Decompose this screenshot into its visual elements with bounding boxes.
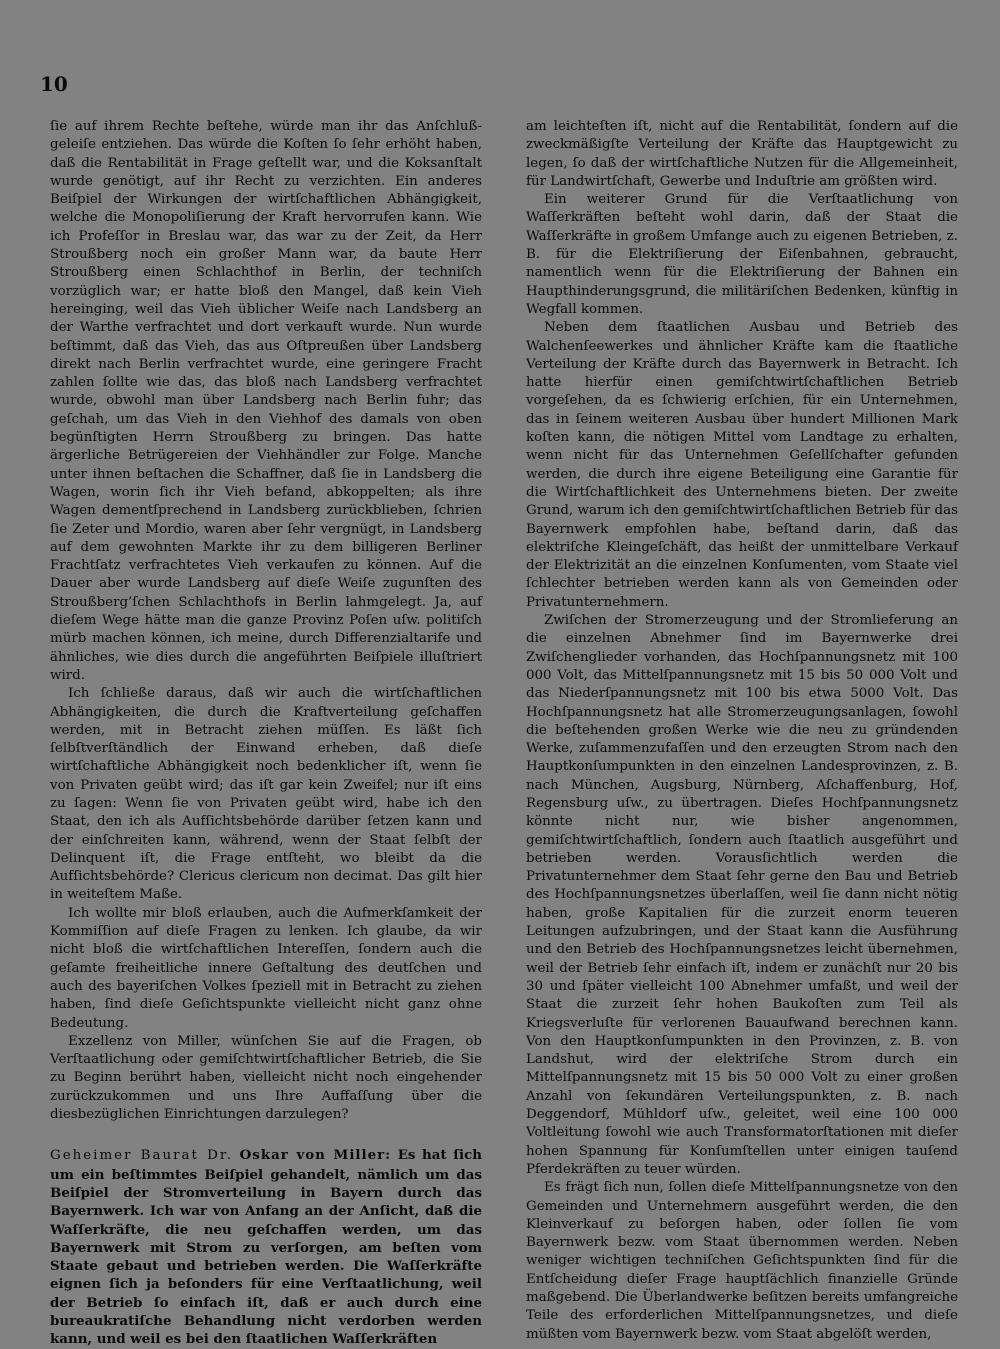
- paragraph: Ich wollte mir bloß erlauben, auch die Aufmerkſamkeit der Kommiſſion auf dieſe Fragen zu lenken. Ich glaube, da wir nicht bloß die wirtſchaftlichen Intereſſen, ſondern auch die geſamte freiheitliche innere Geſtaltung des deutſchen und auch des bayeriſchen Volkes ſpeziell mit in Betracht zu ziehen haben, ſind dieſe Geſichtspunkte vielleicht nicht ganz ohne Bedeutung.: [50, 905, 482, 1031]
- paragraph: ſie auf ihrem Rechte beſtehe, würde man ihr das Anſchluß-geleiſe entziehen. Das würde die Koſten ſo ſehr erhöht haben, daß die Rentabilität in Frage geſtellt war, und die Koksanſtalt wurde genötigt, auf ihr Recht zu verzichten. Ein anderes Beiſpiel der Wirkungen der wirtſchaftlichen Abhängigkeit, welche die Monopoliſierung der Kraft hervorrufen kann. Wie ich Profeſſor in Breslau war, das war zu der Zeit, da Herr Stroußberg noch ein großer Mann war, da baute Herr Stroußberg einen Schlachthof in Berlin, der techniſch vorzüglich war; er hatte bloß den Mangel, daß kein Vieh hereinging, weil das Vieh üblicher Weiſe nach Landsberg an der Warthe verfrachtet und dort verkauft wurde. Nun wurde beſtimmt, daß das Vieh, das aus Oſtpreußen über Landsberg direkt nach Berlin verfrachtet wurde, eine geringere Fracht zahlen ſollte wie das, das bloß nach Landsberg verfrachtet wurde, obwohl man über Landsberg nach Berlin fuhr; das geſchah, um das Vieh in den Viehhof des damals von oben begünſtigten Herrn Stroußberg zu bringen. Das hatte ärgerliche Betrügereien der Viehhändler zur Folge. Manche unter ihnen beſtachen die Schaffner, daß ſie in Landsberg die Wagen, worin ſich ihr Vieh befand, abkoppelten; als ihre Wagen dementſprechend in Landsberg zurückblieben, ſchrien ſie Zeter und Mordio, waren aber ſehr vergnügt, in Landsberg auf dem gewohnten Markte ihr zu dem billigeren Berliner Frachtſatz verfrachtetes Vieh verkaufen zu können. Auf die Dauer aber wurde Landsberg auf dieſe Weiſe zugunſten des Stroußberg’ſchen Schlachthofs in Berlin lahmgelegt. Ja, auf dieſem Wege hätte man die ganze Provinz Poſen uſw. politiſch mürb machen können, ich meine, durch Differenzialtarife und ähnliches, wie dies durch die angeführten Beiſpiele illuſtriert wird.: [50, 119, 482, 683]
- paragraph: Neben dem ſtaatlichen Ausbau und Betrieb des Walchenſeewerkes und ähnlicher Kräfte kam die ſtaatliche Verteilung der Kräfte durch das Bayernwerk in Betracht. Ich hatte hierfür einen gemiſchtwirtſchaftlichen Betrieb vorgeſehen, da es ſchwierig erſchien, für ein Unternehmen, das in ſeinem weiteren Ausbau über hundert Millionen Mark koſten kann, die nötigen Mittel vom Landtage zu erhalten, wenn nicht für das Unternehmen Geſellſchafter gefunden werden, die durch ihre eigene Beteiligung eine Garantie für die Wirtſchaftlichkeit des Unternehmens bieten. Der zweite Grund, warum ich den gemiſchtwirtſchaftlichen Betrieb für das Bayernwerk empfohlen habe, beſtand darin, daß das elektriſche Kleingeſchäft, das heißt der unmittelbare Verkauf der Elektrizität an die einzelnen Konſumenten, vom Staate viel ſchlechter betrieben werden kann als von Gemeinden oder Privatunternehmern.: [526, 320, 958, 610]
- right-column: [526, 118, 958, 1344]
- paragraph: Ich ſchließe daraus, daß wir auch die wirtſchaftlichen Abhängigkeiten, die durch die Kraftverteilung geſchaffen werden, mit in Betracht ziehen müſſen. Es läßt ſich ſelbſtverſtändlich der Einwand erheben, daß dieſe wirtſchaftliche Abhängigkeit noch bedenklicher iſt, wenn ſie von Privaten geübt wird; das iſt gar kein Zweifel; nur iſt eins zu ſagen: Wenn ſie von Privaten geübt wird, habe ich den Staat, den ich als Aufſichtsbehörde darüber ſetzen kann und der einſchreiten kann, während, wenn der Staat ſelbſt der Delinquent iſt, die Frage entſteht, wo bleibt da die Aufſichtsbehörde? Clericus clericum non decimat. Das gilt hier in weiteſtem Maße.: [50, 686, 482, 903]
- paragraph: am leichteſten iſt, nicht auf die Rentabilität, ſondern auf die zweckmäßigſte Verteilung der Kräfte das Hauptgewicht zu legen, ſo daß der wirtſchaftliche Nutzen für die Allgemeinheit, für Landwirtſchaft, Gewerbe und Induſtrie am größten wird.: [526, 119, 958, 189]
- speech-paragraph: [50, 1146, 482, 1348]
- paragraph: Zwiſchen der Stromerzeugung und der Stromlieferung an die einzelnen Abnehmer ſind im Bayernwerke drei Zwiſchenglieder vorhanden, das Hochſpannungsnetz mit 100 000 Volt, das Mittelſpannungsnetz mit 15 bis 50 000 Volt und das Niederſpannungsnetz mit 100 bis etwa 5000 Volt. Das Hochſpannungsnetz hat alle Stromerzeugungsanlagen, ſowohl die beſtehenden großen Werke wie die neu zu gründenden Werke, zuſammenzufaſſen und den erzeugten Strom nach den Hauptkonſumpunkten in den einzelnen Landesprovinzen, z. B. nach München, Augsburg, Nürnberg, Aſchaffenburg, Hof, Regensburg uſw., zu übertragen. Dieſes Hochſpannungsnetz könnte nicht nur, wie bisher angenommen, gemiſchtwirtſchaftlich, ſondern auch ſtaatlich ausgeführt und betrieben werden. Vorausſichtlich werden die Privatunternehmer dem Staat ſehr gerne den Bau und Betrieb des Hochſpannungsnetzes überlaſſen, weil ſie dann nicht nötig haben, große Kapitalien für die zurzeit enorm teueren Leitungen aufzubringen, und der Staat kann die Ausführung und den Betrieb des Hochſpannungsnetzes leicht übernehmen, weil der Betrieb ſehr einfach iſt, indem er zunächſt nur 20 bis 30 und ſpäter vielleicht 100 Abnehmer umfaßt, und weil der Staat die zurzeit ſehr hohen Baukoſten zum Teil als Kriegsverluſte für verlorenen Bauaufwand berechnen kann. Von den Hauptkonſumpunkten in den Provinzen, z. B. von Landshut, wird der elektriſche Strom durch ein Mittelſpannungsnetz mit 15 bis 50 000 Volt zu einer großen Anzahl von ſekundären Verteilungspunkten, z. B. nach Deggendorf, Mühldorf uſw., geleitet, weil eine 100 000 Voltleitung ſowohl wie auch Transformatorſtationen mit dieſer hohen Spannung für Konſumſtellen unter einigen tauſend Pferdekräften zu teuer würden.: [526, 613, 958, 1177]
- page-number: 10: [40, 72, 68, 96]
- left-column: [50, 118, 482, 1349]
- paragraph: Ein weiterer Grund für die Verſtaatlichung von Waſſerkräften beſteht wohl darin, daß der Staat die Waſſerkräfte in großem Umfange auch zu eigenen Betrieben, z. B. für die Elektriſierung der Eiſenbahnen, gebraucht, namentlich wenn für die Elektriſierung der Bahnen ein Haupthinderungsgrund, die militäriſchen Bedenken, künftig in Wegfall kommen.: [526, 192, 958, 317]
- paragraph: Exzellenz von Miller, wünſchen Sie auf die Fragen, ob Verſtaatlichung oder gemiſchtwirtſchaftlicher Betrieb, die Sie zu Beginn berührt haben, vielleicht nicht noch eingehender zurückzukommen und uns Ihre Auffaſſung über die diesbezüglichen Einrichtungen darzulegen?: [50, 1033, 482, 1123]
- speaker-name: Oskar von Miller:: [239, 1147, 392, 1164]
- speaker-title: Geheimer Baurat Dr.: [50, 1148, 234, 1164]
- paragraph: Es frägt ſich nun, ſollen dieſe Mittelſpannungsnetze von den Gemeinden und Unternehmern ausgeführt werden, die den Kleinverkauf zu beſorgen haben, oder ſollen ſie vom Bayernwerk bezw. vom Staat übernommen werden. Neben weniger wichtigen techniſchen Geſichtspunkten ſind für die Entſcheidung dieſer Frage hauptſächlich finanzielle Gründe maßgebend. Die Überlandwerke beſitzen bereits umfangreiche Teile des erforderlichen Mittelſpannungsnetzes, und dieſe müßten vom Bayernwerk bezw. vom Staat abgelöſt werden,: [526, 1180, 958, 1342]
- speech-text: Es hat ſich um ein beſtimmtes Beiſpiel gehandelt, nämlich um das Beiſpiel der Stromverteilung in Bayern durch das Bayernwerk. Ich war von Anfang an der Anſicht, daß die Waſſerkräfte, die neu geſchaffen werden, um das Bayernwerk mit Strom zu verſorgen, am beſten vom Staate gebaut und betrieben werden. Die Waſſerkräfte eignen ſich ja beſonders für eine Verſtaatlichung, weil der Betrieb ſo einfach iſt, daß er auch durch eine bureaukratiſche Behandlung nicht verdorben werden kann, und weil es bei den ſtaatlichen Waſſerkräften: [50, 1147, 482, 1348]
